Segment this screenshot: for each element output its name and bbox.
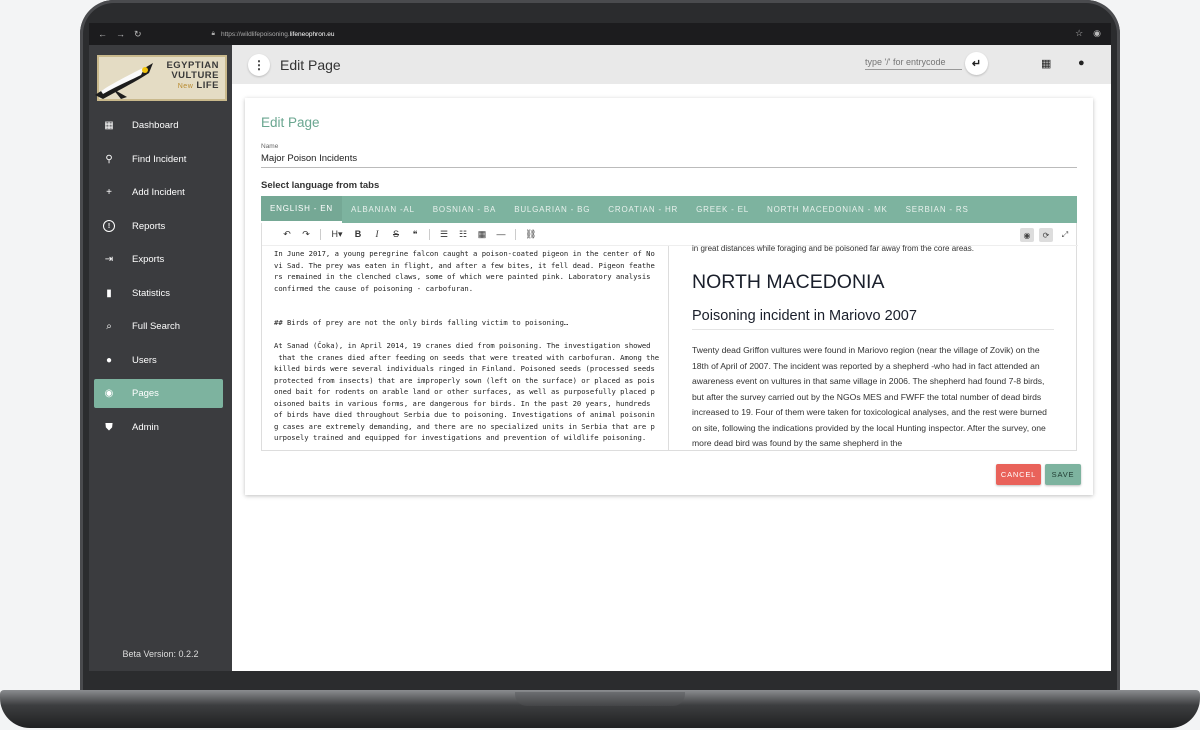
tab-english[interactable]: ENGLISH - EN [261, 196, 342, 223]
source-line [274, 329, 656, 341]
enter-button[interactable] [965, 52, 988, 75]
grid-icon[interactable]: ▦ [1041, 58, 1052, 70]
name-field[interactable]: Major Poison Incidents [261, 153, 1077, 168]
bold-icon[interactable]: B [354, 229, 362, 239]
preview-eye-icon[interactable]: ◉ [1020, 228, 1034, 242]
source-line: vi Sad. The prey was eaten in flight, and after a few bites, it fell dead. Pigeon feathe [274, 260, 655, 270]
sidebar-item-statistics[interactable] [94, 279, 223, 308]
source-line: oisoned baits in various forms, are dangerous for birds. In the past 20 years, hundreds [274, 398, 651, 408]
source-line: In June 2017, a young peregrine falcon caught a poison-coated pigeon in the center of No [274, 249, 655, 258]
laptop-notch [515, 692, 685, 706]
sidebar-menu [94, 111, 223, 446]
page-title: Edit Page [280, 56, 341, 73]
markdown-editor [261, 223, 1077, 451]
toolbar-divider [429, 229, 430, 240]
sidebar-item-exports[interactable] [94, 245, 223, 274]
cancel-button[interactable]: CANCEL [996, 464, 1041, 485]
users-icon: ● [105, 354, 113, 366]
sidebar-item-label: Add Incident [132, 187, 185, 198]
markdown-preview [670, 223, 1078, 451]
sidebar-item-label: Full Search [132, 321, 181, 332]
sidebar-item-label: Exports [132, 254, 165, 265]
source-line: killed birds were several individuals ringed in Finland. Poisoned seeds (processed seeds [274, 364, 655, 373]
entrycode-input[interactable] [865, 54, 962, 70]
document-search-icon: ⌕ [106, 321, 112, 332]
tab-serbian[interactable]: SERBIAN - RS [905, 205, 969, 214]
back-icon[interactable]: ← [98, 28, 107, 39]
screen [89, 23, 1111, 671]
logo[interactable] [97, 55, 227, 101]
top-bar [232, 45, 1111, 84]
source-line: ## Birds of prey are not the only birds falling victim to poisoning… [274, 318, 569, 327]
source-line: of birds have died throughout Serbia due to poisoning. Investigations of animal poisonin [274, 410, 655, 419]
eye-icon: ◉ [104, 388, 114, 399]
tab-bosnian[interactable]: BOSNIAN - BA [432, 205, 497, 214]
alert-icon: ! [103, 220, 115, 232]
bar-chart-icon: ▮ [106, 287, 112, 299]
sidebar-item-full-search[interactable] [94, 312, 223, 341]
bookmark-icon[interactable]: ☆ [1075, 28, 1084, 38]
preview-heading-1: NORTH MACEDONIA [692, 271, 885, 293]
source-line: At Sanad (Čoka), in April 2014, 19 cranes died from poisoning. The investigation showed [274, 341, 651, 350]
sidebar-item-label: Find Incident [132, 153, 187, 165]
profile-icon[interactable]: ◉ [1093, 28, 1101, 38]
sidebar-item-label: Users [132, 354, 157, 366]
tab-bulgarian[interactable]: BULGARIAN - BG [514, 205, 591, 214]
toolbar-divider [515, 229, 516, 240]
sidebar [89, 45, 232, 671]
url-text: https://wildlifepoisoning.lifeneophron.eu [221, 30, 335, 38]
more-menu-button[interactable] [248, 54, 270, 76]
edit-page-card [245, 98, 1093, 495]
tab-north-macedonian[interactable]: NORTH MACEDONIAN - MK [767, 205, 888, 214]
quote-icon[interactable]: ❝ [412, 228, 418, 239]
sidebar-item-label: Dashboard [132, 120, 179, 131]
shield-icon: ⛊ [105, 421, 113, 433]
browser-bar [89, 23, 1111, 45]
sidebar-item-label: Statistics [132, 287, 171, 299]
sidebar-item-reports[interactable] [94, 212, 223, 241]
toolbar-divider [320, 229, 321, 240]
numbered-list-icon[interactable]: ☷ [458, 228, 468, 239]
source-line: urposely trained and equipped for investigations and prevention of wildlife poisoning. [274, 433, 647, 442]
table-icon[interactable]: ▦ [477, 228, 487, 239]
italic-icon[interactable]: I [375, 229, 379, 239]
undo-icon[interactable]: ↶ [283, 228, 291, 239]
source-line [274, 294, 656, 306]
source-line: confirmed the cause of poisoning - carbofuran. [274, 283, 474, 293]
sidebar-item-users[interactable] [94, 346, 223, 375]
sidebar-item-dashboard[interactable] [94, 111, 223, 140]
link-icon[interactable]: ⛓ [525, 228, 537, 239]
enter-icon: ↵ [971, 58, 982, 70]
sidebar-item-find-incident[interactable] [94, 145, 223, 174]
sidebar-item-admin[interactable] [94, 413, 223, 442]
user-icon[interactable]: ● [1078, 57, 1085, 69]
dashboard-icon: ▦ [104, 120, 114, 131]
reload-icon[interactable]: ↻ [134, 28, 142, 39]
sidebar-item-label: Reports [132, 220, 166, 232]
search-icon: ⚲ [105, 153, 113, 165]
card-title: Edit Page [261, 115, 320, 130]
source-line: rs remained in the clenched claws, some of which were painted pink. Laboratory analysis [274, 272, 651, 281]
tab-greek[interactable]: GREEK - EL [696, 205, 750, 214]
sidebar-item-label: Admin [132, 421, 159, 433]
tab-croatian[interactable]: CROATIAN - HR [608, 205, 679, 214]
source-line [274, 306, 656, 318]
preview-heading-2: Poisoning incident in Mariovo 2007 [692, 308, 1054, 330]
language-label: Select language from tabs [261, 180, 380, 191]
more-vertical-icon: ⋮ [253, 57, 265, 72]
source-line: oned bait for rodents on arable land or other surfaces, as well as purposefully placed p [274, 387, 655, 396]
sidebar-item-add-incident[interactable] [94, 178, 223, 207]
redo-icon[interactable]: ↷ [302, 228, 310, 239]
plus-icon: + [106, 187, 112, 198]
sidebar-item-pages[interactable] [94, 379, 223, 408]
save-button[interactable]: SAVE [1045, 464, 1081, 485]
version-label: Beta Version: 0.2.2 [122, 649, 199, 659]
tab-albanian[interactable]: ALBANIAN -AL [350, 205, 415, 214]
source-line: g cases are extremely demanding, and there are no specialized units in Serbia that are p [274, 421, 655, 431]
fullscreen-icon[interactable]: ⤢ [1061, 230, 1069, 239]
source-line: protected from insects) that are improperly sown (left on the surface) or placed as pois [274, 375, 655, 385]
preview-paragraph: Twenty dead Griffon vultures were found in Mariovo region (near the village of Zovik) on the 18th of April of 2007. The incident was reported by a shepherd -who had in fact attended an awareness event on vultures in that same village in 2006. The shepherd had found 7-8 birds, but after the survey carried out by the NGOs MES and FWFF the total number of dead birds increased to 19. Four of them were taken for toxicological analyses, and the rest were burned on site, following the indications provided by the local Hunting inspector. After the survey, one more dead bird was found by the same shepherd in the [692, 345, 1047, 448]
name-label: Name [261, 143, 279, 150]
logo-text: EGYPTIAN VULTURE New LIFE [166, 60, 219, 91]
export-icon: ⇥ [104, 254, 114, 265]
horizontal-rule-icon[interactable]: — [496, 229, 506, 239]
heading-icon[interactable]: H▾ [331, 228, 343, 239]
address-bar[interactable] [212, 30, 335, 38]
source-line: that the cranes died after feeding on seeds that were treated with carbofuran. Among the [274, 352, 660, 362]
sync-scroll-icon[interactable]: ⟳ [1039, 228, 1053, 242]
preview-text: in great distances while foraging and be poisoned far away from the core areas. [692, 244, 974, 253]
sidebar-item-label: Pages [132, 388, 159, 399]
forward-icon[interactable]: → [116, 28, 125, 39]
markdown-source-textarea[interactable] [262, 246, 669, 451]
language-tabs [261, 196, 1077, 223]
lock-icon: 🔒︎ [211, 30, 216, 37]
strikethrough-icon[interactable]: S [392, 229, 399, 239]
vulture-logo-icon [93, 61, 159, 101]
bullet-list-icon[interactable]: ☰ [439, 228, 449, 239]
